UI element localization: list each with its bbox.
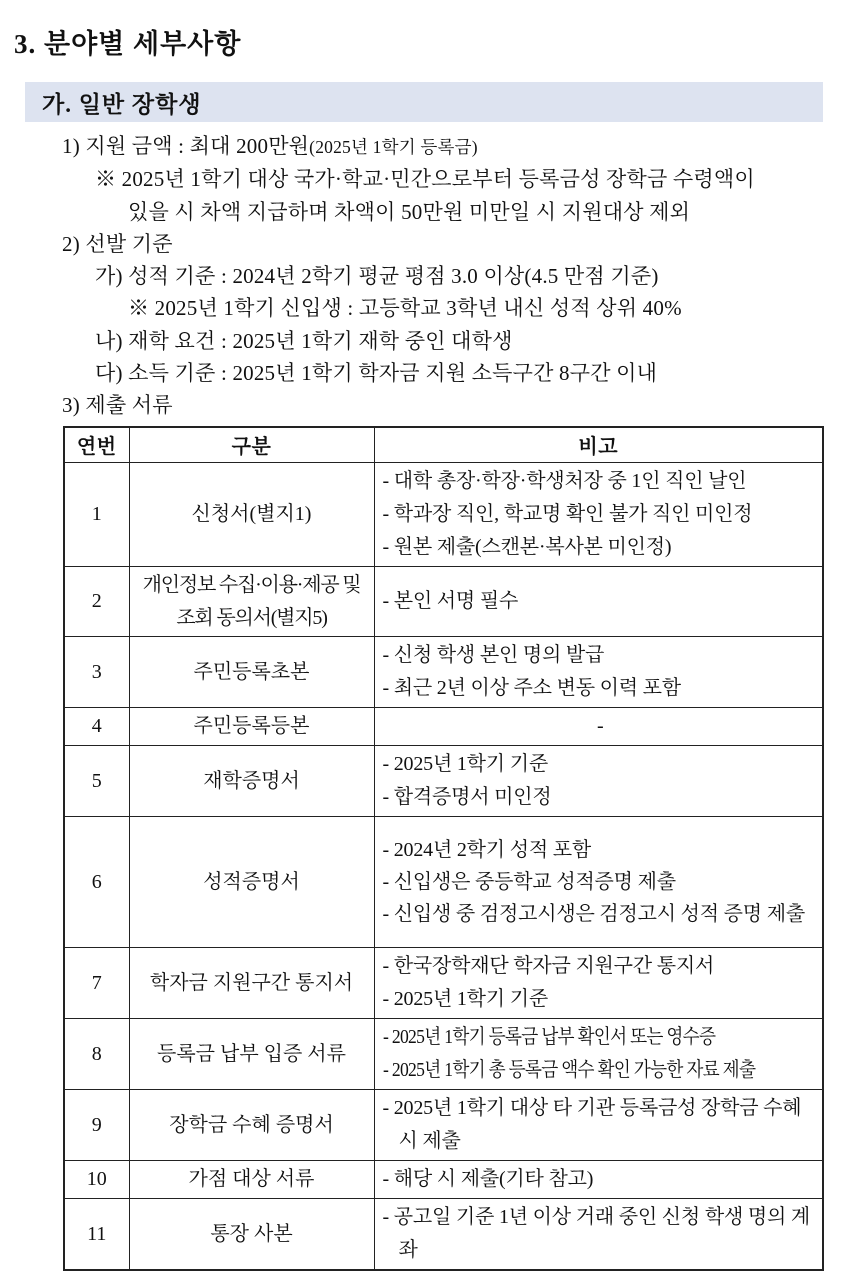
table-header [64, 427, 823, 463]
remark-line: - 본인 서명 필수 [382, 590, 519, 613]
table-row [64, 708, 823, 746]
page-title: 3. 분야별 세부사항 [14, 29, 242, 59]
remark-line: - 2025년 1학기 기준 [382, 988, 548, 1011]
table-row [64, 463, 823, 567]
detail-line [0, 163, 850, 195]
remark-line: - 2024년 2학기 성적 포함 [382, 839, 592, 862]
cell-category: 주민등록등본 [129, 708, 374, 746]
cell-number: 11 [64, 1199, 129, 1271]
cell-number: 5 [64, 746, 129, 817]
cell-remarks [374, 948, 823, 1019]
cell-category: 등록금 납부 입증 서류 [129, 1019, 374, 1090]
table-row [64, 1161, 823, 1199]
table-row [64, 1019, 823, 1090]
section-header-label: 가. 일반 장학생 [42, 91, 202, 117]
table-row [64, 746, 823, 817]
details-list [0, 130, 850, 422]
cell-remarks [374, 463, 823, 567]
detail-line [0, 130, 850, 163]
detail-line [0, 196, 850, 228]
cell-remarks [374, 637, 823, 708]
document-page [0, 26, 850, 1271]
cell-category: 주민등록초본 [129, 637, 374, 708]
table-row [64, 948, 823, 1019]
detail-line-text: 3) 제출 서류 [62, 393, 173, 418]
table-row [64, 1090, 823, 1161]
remark-line: - 신입생은 중등학교 성적증명 제출 [382, 871, 676, 894]
cell-number: 2 [64, 567, 129, 637]
remark-line: - 대학 총장·학장·학생처장 중 1인 직인 날인 [382, 470, 747, 493]
col-header-category: 구분 [129, 427, 374, 463]
cell-remarks [374, 1090, 823, 1161]
table-row [64, 817, 823, 948]
cell-remarks [374, 746, 823, 817]
detail-line-text: 있을 시 차액 지급하며 차액이 50만원 미만일 시 지원대상 제외 [128, 199, 691, 224]
cell-number: 3 [64, 637, 129, 708]
remark-line: - 신청 학생 본인 명의 발급 [382, 644, 605, 667]
cell-remarks [374, 1161, 823, 1199]
cell-category: 성적증명서 [129, 817, 374, 948]
detail-line [0, 260, 850, 292]
remark-line: - 한국장학재단 학자금 지원구간 통지서 [382, 955, 715, 978]
remark-line: - 해당 시 제출(기타 참고) [382, 1168, 594, 1191]
remark-line: - 합격증명서 미인정 [382, 786, 552, 809]
col-header-remarks: 비고 [374, 427, 823, 463]
col-header-number: 연번 [64, 427, 129, 463]
remark-line: - 신입생 중 검정고시생은 검정고시 성적 증명 제출 [382, 903, 805, 926]
remark-line: - 2025년 1학기 총 등록금 액수 확인 가능한 자료 제출 [382, 1059, 755, 1082]
cell-number: 4 [64, 708, 129, 746]
table-row [64, 1199, 823, 1271]
required-documents-table [63, 426, 824, 1272]
cell-number: 9 [64, 1090, 129, 1161]
cell-category: 신청서(별지1) [129, 463, 374, 567]
cell-category: 개인정보 수집·이용·제공 및 조회 동의서(별지5) [129, 567, 374, 637]
table-body [64, 463, 823, 1271]
detail-line-text: 가) 성적 기준 : 2024년 2학기 평균 평점 3.0 이상(4.5 만점 기준) [95, 264, 659, 289]
detail-line-text: ※ 2025년 1학기 대상 국가·학교·민간으로부터 등록금성 장학금 수령액이 [95, 167, 755, 192]
table-row [64, 567, 823, 637]
cell-remarks [374, 708, 823, 746]
cell-remarks [374, 817, 823, 948]
detail-line-text: 다) 소득 기준 : 2025년 1학기 학자금 지원 소득구간 8구간 이내 [95, 361, 658, 386]
cell-remarks [374, 567, 823, 637]
detail-line [0, 357, 850, 389]
cell-category: 통장 사본 [129, 1199, 374, 1271]
detail-line [0, 325, 850, 357]
table-row [64, 637, 823, 708]
detail-line-text: 1) 지원 금액 : 최대 200만원 [62, 134, 310, 158]
remark-line: - [597, 715, 604, 738]
cell-category: 학자금 지원구간 통지서 [129, 948, 374, 1019]
remark-line: - 공고일 기준 1년 이상 거래 중인 신청 학생 명의 계좌 [382, 1206, 811, 1262]
remark-line: - 학과장 직인, 학교명 확인 불가 직인 미인정 [382, 503, 753, 526]
cell-number: 10 [64, 1161, 129, 1199]
cell-number: 1 [64, 463, 129, 567]
detail-line [0, 389, 850, 421]
cell-number: 7 [64, 948, 129, 1019]
remark-line: - 2025년 1학기 대상 타 기관 등록금성 장학금 수혜 시 제출 [382, 1097, 802, 1153]
detail-line-text: 나) 재학 요건 : 2025년 1학기 재학 중인 대학생 [95, 328, 513, 353]
cell-category: 장학금 수혜 증명서 [129, 1090, 374, 1161]
cell-category: 가점 대상 서류 [129, 1161, 374, 1199]
detail-line [0, 228, 850, 260]
detail-line-subtext: (2025년 1학기 등록금) [309, 137, 478, 157]
remark-line: - 2025년 1학기 기준 [382, 753, 548, 776]
cell-remarks [374, 1019, 823, 1090]
detail-line [0, 292, 850, 324]
detail-line-text: ※ 2025년 1학기 신입생 : 고등학교 3학년 내신 성적 상위 40% [128, 296, 682, 321]
cell-category: 재학증명서 [129, 746, 374, 817]
cell-remarks [374, 1199, 823, 1271]
detail-line-text: 2) 선발 기준 [62, 231, 173, 256]
table-header-row [64, 427, 823, 463]
remark-line: - 원본 제출(스캔본·복사본 미인정) [382, 536, 672, 559]
remark-line: - 최근 2년 이상 주소 변동 이력 포함 [382, 677, 681, 700]
section-header-bar [25, 82, 823, 122]
cell-number: 6 [64, 817, 129, 948]
cell-number: 8 [64, 1019, 129, 1090]
remark-line: - 2025년 1학기 등록금 납부 확인서 또는 영수증 [382, 1026, 715, 1049]
